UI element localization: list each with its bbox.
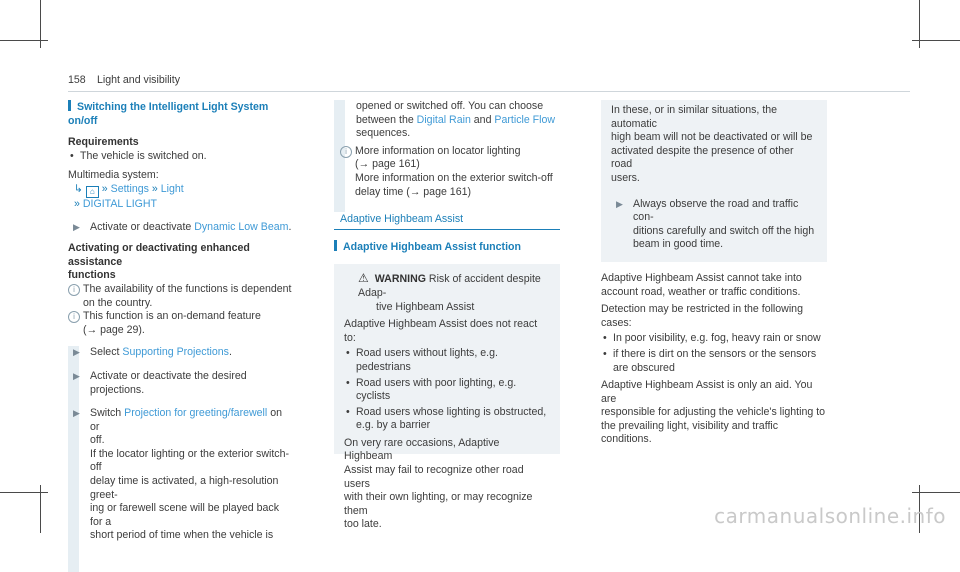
crop-mark — [0, 40, 48, 41]
step-icon: ▶ — [73, 370, 80, 381]
chevron-right-icon: » — [74, 197, 80, 210]
step-select-projections: ▶ Select Supporting Projections. — [73, 346, 232, 359]
column-3 — [601, 100, 827, 447]
return-arrow-icon: ↳ — [74, 182, 83, 195]
list-item: • Road users whose lighting is obstructed, e.g. by a barrier — [344, 406, 550, 433]
title-bar — [68, 100, 71, 111]
link-particle-flow[interactable]: Particle Flow — [494, 113, 556, 126]
section-title: Switching the Intelligent Light System on/off — [68, 101, 269, 127]
warning-header: ⚠ WARNING Risk of accident despite Adap- — [358, 271, 541, 299]
step-group — [68, 346, 294, 543]
step-icon: ▶ — [616, 198, 623, 209]
warning-icon: ⚠ — [358, 271, 369, 286]
warning-box-continued: In these, or in similar situations, the automatic high beam will not be deactivated or will be activated despite the presence of other road users. ▶ Always observe the road and traffic con- ditions carefully and switch off the high beam in good time. — [601, 100, 827, 262]
list-item: • if there is dirt on the sensors or the sensors are obscured — [601, 348, 827, 375]
page-number: 158 — [68, 74, 86, 86]
warning-tail: On very rare occasions, Adaptive Highbeam Assist may fail to recognize other road users with their own lighting, or may recognize them too late. — [344, 436, 533, 531]
crop-mark — [912, 40, 960, 41]
requirements-heading: Requirements — [68, 136, 139, 149]
chapter-title: Light and visibility — [97, 74, 181, 86]
step-dynamic-low-beam: ▶ Activate or deactivate Dynamic Low Beam. — [73, 220, 292, 233]
column-2 — [334, 100, 560, 531]
info-icon: i — [68, 311, 80, 323]
crop-mark — [912, 492, 960, 493]
info-icon: i — [340, 146, 352, 158]
info-on-demand: i This function is an on-demand feature (→ page 29). — [68, 310, 294, 337]
section-heading: Adaptive Highbeam Assist — [340, 213, 464, 226]
multimedia-label: Multimedia system: — [68, 169, 159, 182]
link-supporting-projections[interactable]: Supporting Projections — [122, 346, 229, 359]
step-observe-road: ▶ Always observe the road and traffic con- ditions carefully and switch off the high beam in good time. — [616, 197, 815, 251]
step-icon: ▶ — [73, 347, 80, 358]
section-heading-rule — [334, 229, 560, 230]
list-item: • In poor visibility, e.g. fog, heavy rain or snow — [601, 332, 827, 346]
enhanced-heading-line2: functions — [68, 269, 116, 282]
title-bar — [334, 240, 337, 251]
link-digital-rain[interactable]: Digital Rain — [416, 113, 471, 126]
menu-digital-light[interactable]: DIGITAL LIGHT — [82, 197, 158, 210]
paragraph: Adaptive Highbeam Assist cannot take into account road, weather or traffic conditions. — [601, 271, 802, 298]
info-locator-lighting: i More information on locator lighting (→ page 161) More information on the exterior switch-off delay time (→ page 161) — [340, 145, 560, 199]
info-availability: i The availability of the functions is dependent on the country. — [68, 283, 294, 310]
watermark: carmanualsonline.info — [714, 504, 946, 529]
warning-box: ⚠ WARNING Risk of accident despite Adap- tive Highbeam Assist Adaptive Highbeam Assist does not react to: • Road users without lights, e.g. pedestrians • Road users with poor lighting, e.g. cyclists • Road users whose lighting is obstructed, e.g. by a barrier On very rare occasions, Adaptive Highbeam Assist may fail to recognize other road users with their own lighting, or may recognize them too late. — [334, 264, 560, 454]
menu-light[interactable]: Light — [160, 182, 184, 195]
step-icon: ▶ — [73, 408, 80, 419]
page-header — [68, 74, 910, 90]
header-rule — [68, 91, 910, 92]
step-switch-greeting: ▶ Switch Projection for greeting/farewell on or off. If the locator lighting or the exterior switch-off delay time is activated, a high-resolution greet- ing or farewell scene will be played back for a short period of time when the vehicle is — [73, 407, 290, 542]
list-item: • The vehicle is switched on. — [68, 150, 294, 164]
sub-section-title: Adaptive Highbeam Assist function — [334, 240, 560, 255]
step-icon: ▶ — [73, 221, 80, 232]
warning-label: WARNING — [374, 273, 426, 286]
chevron-right-icon: » — [101, 182, 108, 195]
paragraph: Detection may be restricted in the following cases: — [601, 303, 803, 329]
continuation-text: opened or switched off. You can choose between the Digital Rain and Particle Flow sequences. — [356, 100, 556, 140]
menu-path-line2 — [68, 198, 294, 212]
home-icon[interactable]: ⌂ — [86, 186, 99, 198]
list-item: • Road users without lights, e.g. pedestrians — [344, 347, 550, 374]
step-activate-projections: ▶ Activate or deactivate the desired projections. — [73, 369, 247, 396]
chevron-right-icon: » — [151, 182, 158, 195]
column-1 — [68, 100, 294, 543]
paragraph: Adaptive Highbeam Assist is only an aid. You are responsible for adjusting the vehicle's lighting to the prevailing light, visibility and traffic conditions. — [601, 379, 826, 446]
menu-path — [68, 183, 294, 198]
crop-mark — [0, 492, 48, 493]
info-icon: i — [68, 284, 80, 296]
link-dynamic-low-beam[interactable]: Dynamic Low Beam — [194, 220, 289, 233]
menu-settings[interactable]: Settings — [110, 182, 149, 195]
enhanced-heading: Activating or deactivating enhanced assistance — [68, 242, 250, 268]
list-item: • Road users with poor lighting, e.g. cyclists — [344, 377, 550, 404]
link-projection-greeting[interactable]: Projection for greeting/farewell — [124, 407, 268, 420]
